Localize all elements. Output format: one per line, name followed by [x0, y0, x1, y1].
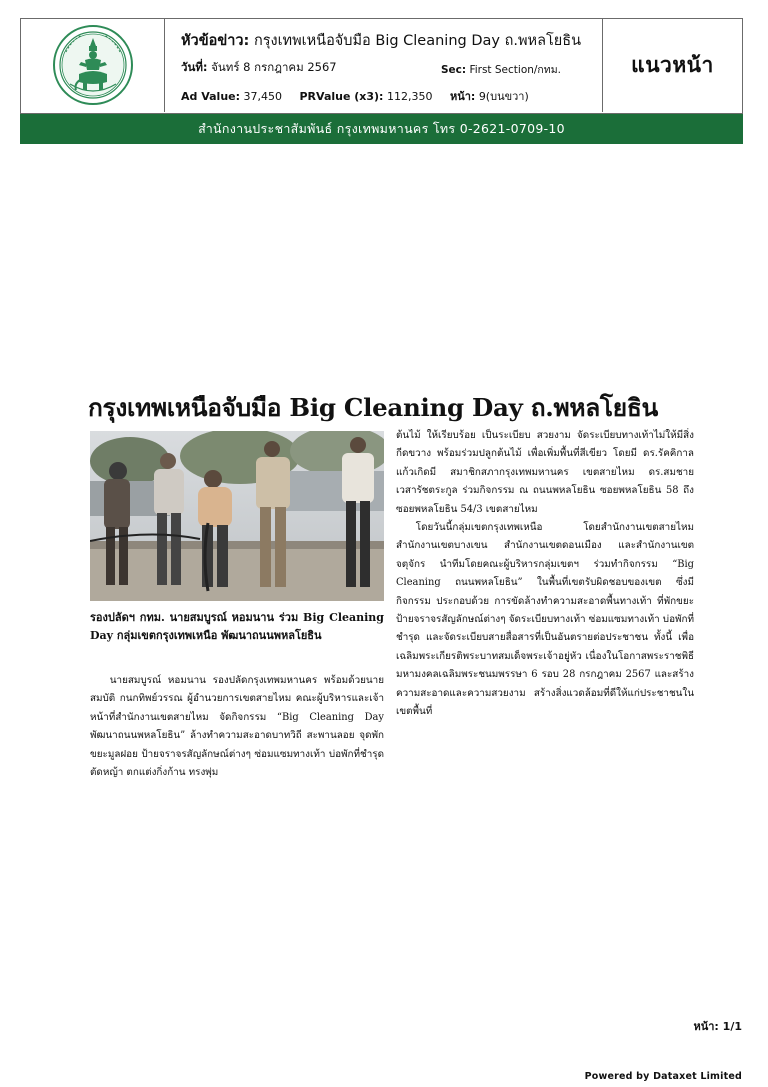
trend-label: แนวหน้า: [631, 53, 714, 77]
ad-value-label: Ad Value:: [181, 90, 241, 103]
photo-people-cleaning-street: [90, 431, 384, 601]
date-line: [181, 59, 337, 77]
headline-value: กรุงเทพเหนือจับมือ Big Cleaning Day ถ.พหลโยธิน: [253, 33, 582, 49]
header-info: [165, 19, 602, 112]
headline-label: หัวข้อข่าว:: [181, 33, 250, 49]
headline-line: [181, 29, 581, 52]
powered-by: Powered by Dataxet Limited: [584, 1071, 742, 1082]
photo-caption: รองปลัดฯ กทม. นายสมบูรณ์ หอมนาน ร่วม Big Cleaning Day กลุ่มเขตกรุงเทพเหนือ พัฒนาถนนพหลโยธิน: [90, 611, 384, 642]
value-line: [181, 87, 529, 105]
office-contact-bar: [20, 114, 743, 144]
left-paragraph-1: นายสมบูรณ์ หอมนาน รองปลัดกรุงเทพมหานคร พร้อมด้วยนายสมบัติ กนกทิพย์วรรณ ผู้อำนวยการเขตสายไหม คณะผู้บริหารและเจ้าหน้าที่สำนักงานเขตสายไหม จัดกิจกรรม “Big Cleaning Day พัฒนาถนนพหลโยธิน” ล้างทำความสะอาดบาทวิถี สะพานลอย จุดพักขยะมูลฝอย ป้ายจราจรสัญลักษณ์ต่างๆ ซ่อมแซมทางเท้า บ่อพักที่ชำรุด ตัดหญ้า ตกแต่งกิ่งก้าน ทรงพุ่ม: [90, 675, 384, 779]
article-headline: กรุงเทพเหนือจับมือ Big Cleaning Day ถ.พหลโยธิน: [88, 393, 658, 422]
ad-value: 37,450: [243, 90, 283, 103]
trend-cell: [602, 19, 742, 112]
date-value: จันทร์ 8 กรกฎาคม 2567: [211, 60, 337, 74]
page-value: 9(บนขวา): [478, 90, 529, 103]
pr-value: 112,350: [386, 90, 433, 103]
date-label: วันที่:: [181, 60, 208, 74]
page-label: หน้า:: [449, 90, 476, 103]
page-indicator: หน้า: 1/1: [693, 1020, 742, 1033]
bma-seal-logo: [52, 24, 134, 106]
section-line: [441, 61, 561, 78]
pr-value-label: PRValue (x3):: [299, 90, 384, 103]
clipping-header: [20, 18, 743, 114]
right-paragraph-2: โดยวันนี้กลุ่มเขตกรุงเทพเหนือ โดยสำนักงานเขตสายไหม สำนักงานเขตบางเขน สำนักงานเขตดอนเมือง และสำนักงานเขตจตุจักร นำทีมโดยคณะผู้บริหารกลุ่มเขตฯ ร่วมทำกิจกรรม “Big Cleaning ถนนพหลโยธิน” ในพื้นที่เขตรับผิดชอบของเขต ซึ่งมีกิจกรรม ประกอบด้วย การขัดล้างทำความสะอาดพื้นทางเท้า ที่พักขยะ ป้ายจราจรสัญลักษณ์ต่างๆ จัดระเบียบทางเท้า ซ่อมแซมทางเท้า บ่อพักที่ชำรุด และจัดระเบียบสายสื่อสารที่เป็นอันตรายต่อประชาชน ทั้งนี้ เพื่อเฉลิมพระเกียรติพระบาทสมเด็จพระเจ้าอยู่หัว เนื่องในโอกาสพระราชพิธีมหามงคลเฉลิมพระชนมพรรษา 6 รอบ 28 กรกฎาคม 2567 และสร้างความสะอาดและความสวยงาม สร้างสิ่งแวดล้อมที่ดีให้แก่ประชาชนในเขตพื้นที่: [396, 522, 695, 718]
right-paragraph-1: ต้นไม้ ให้เรียบร้อย เป็นระเบียบ สวยงาม จัดระเบียบทางเท้าไม่ให้มีสิ่งกีดขวาง พร้อมร่วมปลูกต้นไม้ เพื่อเพิ่มพื้นที่สีเขียว โดยมี ดร.รัคคิกาล แก้วเกิดมี สมาชิกสภากรุงเทพมหานคร เขตสายไหม ดร.สมชาย เวสารัชตระกูล ร่วมกิจกรรม ณ ถนนพหลโยธิน ซอยพหลโยธิน 58 ถึงซอยพหลโยธิน 54/3 เขตสายไหม: [396, 430, 694, 515]
section-value: First Section/กทม.: [469, 64, 561, 76]
section-label: Sec:: [441, 64, 467, 76]
logo-cell: [21, 19, 165, 112]
article-column-right: [396, 427, 694, 722]
office-contact-text: สำนักงานประชาสัมพันธ์ กรุงเทพมหานคร โทร 0-2621-0709-10: [198, 121, 565, 136]
article-photo: [90, 431, 384, 601]
article-column-left: [90, 672, 384, 782]
